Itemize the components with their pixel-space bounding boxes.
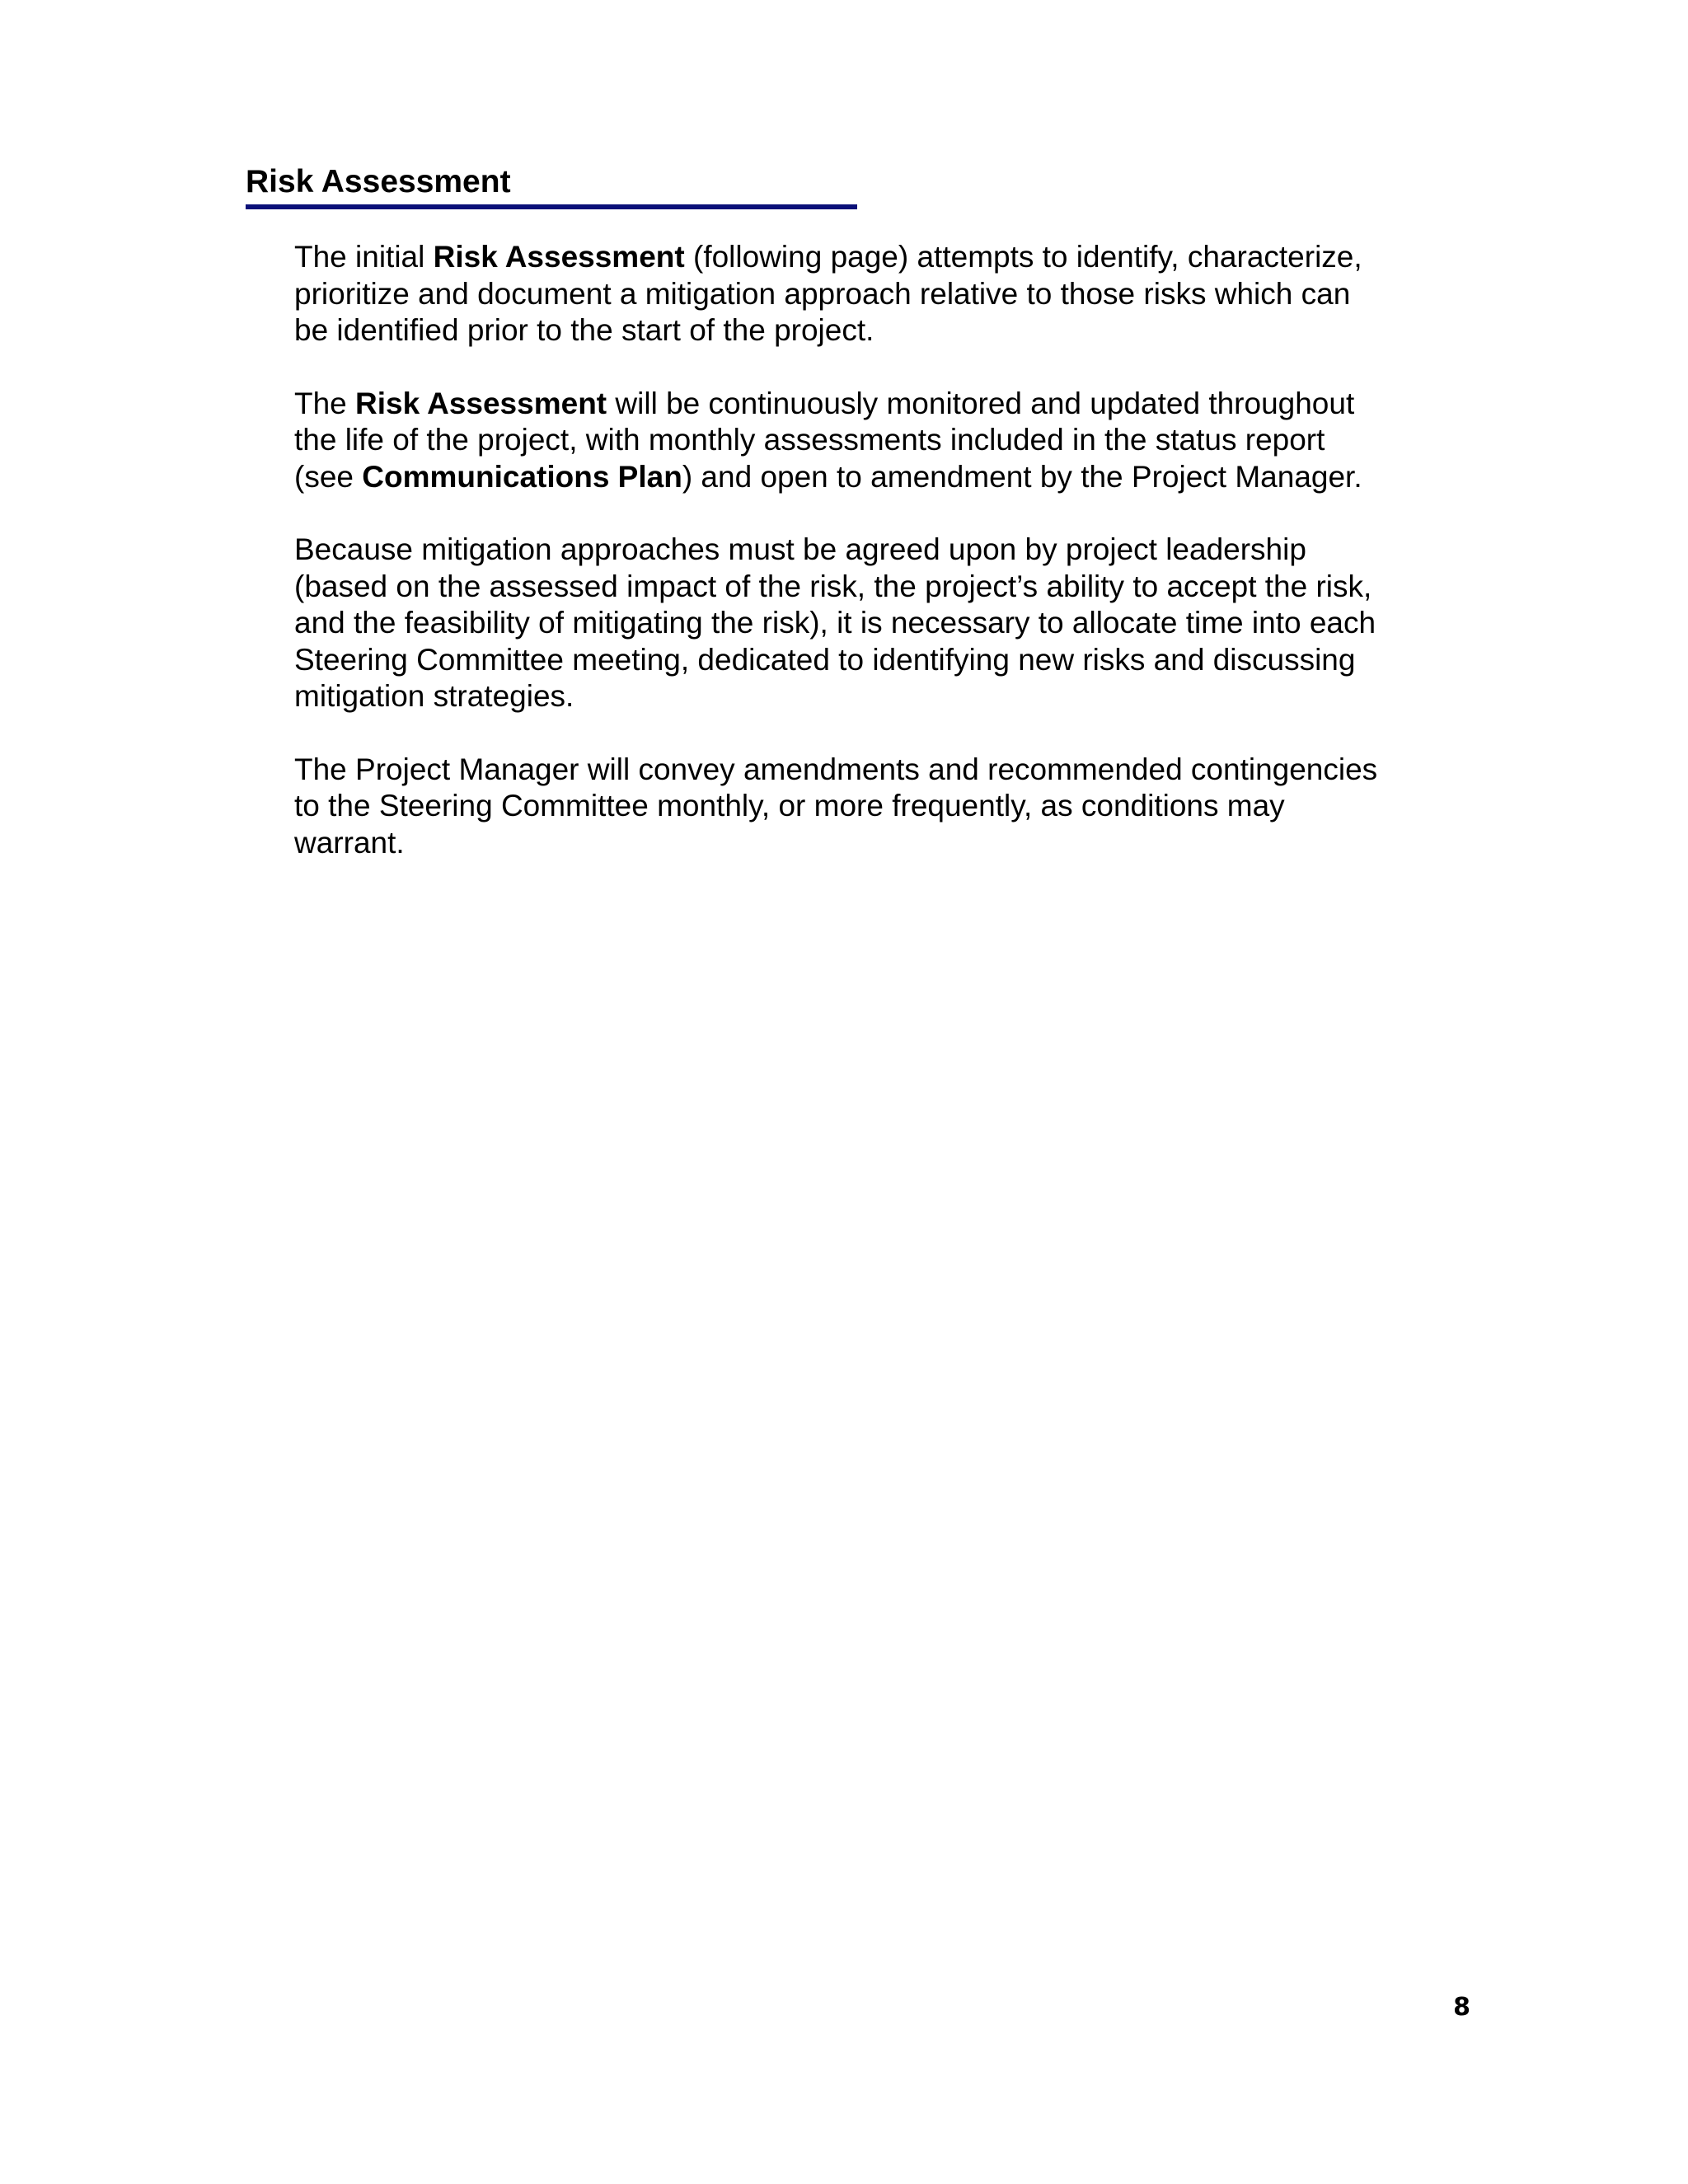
text-run: (following page) attempts to identify, characterize,: [684, 240, 1362, 274]
paragraph-line: [294, 752, 1489, 789]
page-number: 8: [1453, 1993, 1470, 2022]
section-title: Risk Assessment: [246, 164, 511, 199]
bold-term: Risk Assessment: [433, 240, 685, 274]
paragraph-line: [294, 459, 1489, 496]
paragraph-line: [294, 569, 1489, 606]
title-underline-rule: [246, 204, 857, 209]
paragraph-line: [294, 239, 1489, 276]
body-paragraph: [294, 386, 1489, 496]
paragraph-line: [294, 312, 1489, 349]
text-run: (based on the assessed impact of the risk, the project’s ability to accept the risk,: [294, 569, 1372, 603]
text-run: The initial: [294, 240, 434, 274]
paragraph-line: [294, 678, 1489, 715]
text-run: the life of the project, with monthly assessments included in the status report: [294, 423, 1325, 457]
paragraph-line: [294, 276, 1489, 313]
paragraph-line: [294, 422, 1489, 459]
body-paragraph: [294, 239, 1489, 349]
paragraph-line: [294, 642, 1489, 679]
text-run: be identified prior to the start of the project.: [294, 313, 874, 347]
text-run: ) and open to amendment by the Project Manager.: [682, 459, 1362, 494]
text-run: mitigation strategies.: [294, 679, 574, 713]
text-run: The Project Manager will convey amendments and recommended contingencies: [294, 752, 1378, 786]
text-run: Because mitigation approaches must be agreed upon by project leadership: [294, 532, 1306, 566]
text-run: (see: [294, 459, 363, 494]
text-run: The: [294, 386, 356, 420]
bold-term: Communications Plan: [362, 459, 682, 494]
text-run: prioritize and document a mitigation approach relative to those risks which can: [294, 276, 1351, 311]
paragraph-line: [294, 386, 1489, 423]
text-run: Steering Committee meeting, dedicated to identifying new risks and discussing: [294, 642, 1356, 677]
paragraph-line: [294, 788, 1489, 825]
text-run: to the Steering Committee monthly, or more frequently, as conditions may: [294, 789, 1285, 823]
paragraph-line: [294, 532, 1489, 569]
text-run: and the feasibility of mitigating the risk), it is necessary to allocate time into each: [294, 606, 1376, 640]
paragraph-line: [294, 825, 1489, 862]
body-paragraph: [294, 532, 1489, 715]
body-paragraph: [294, 752, 1489, 862]
body-text: [294, 239, 1489, 898]
paragraph-line: [294, 605, 1489, 642]
text-run: warrant.: [294, 825, 405, 860]
text-run: will be continuously monitored and updated throughout: [607, 386, 1355, 420]
bold-term: Risk Assessment: [355, 386, 607, 420]
